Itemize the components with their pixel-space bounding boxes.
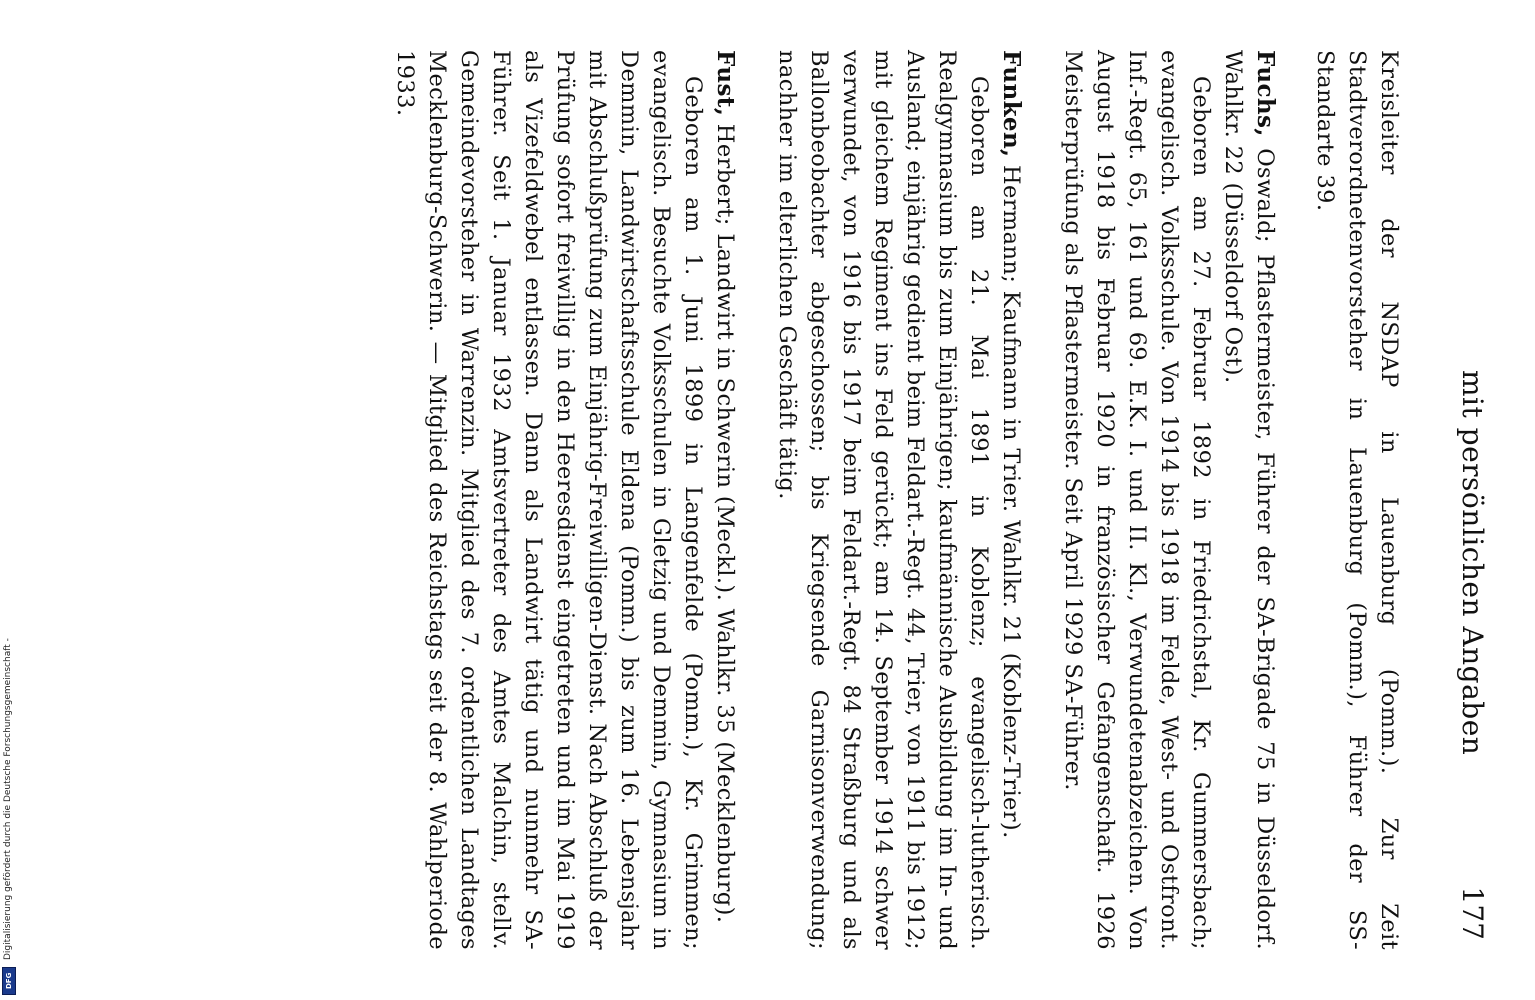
page-number: 177 — [1456, 886, 1489, 940]
entry-heading — [995, 50, 1027, 950]
dfg-logo-icon — [2, 967, 16, 995]
entry-name: Fust, — [712, 50, 739, 117]
entry-body: Geboren am 1. Juni 1899 in Langenfelde (Pomm.), Kr. Grimmen; evangelisch. Besuchte Volksschulen in Gletzig und Demmin, Gymnasium in Demmin, Landwirtschaftsschule Eldena (Pomm.) bis zum 16. Lebensjahr mit Abschlußprüfung zum Einjährig-Freiwilligen-Dienst. Nach Abschluß der Prüfung sofort freiwillig in den Heeresdienst eingetreten und im Mai 1919 als Vizefeldwebel entlassen. Dann als Landwirt tätig und nunmehr SA-Führer. Seit 1. Januar 1932 Amtsvertreter des Amtes Malchin, stellv. Gemeindevorsteher in Warrenzin. Mitglied des 7. ordentlichen Landtages Mecklenburg-Schwerin. — Mitglied des Reichstags seit der 8. Wahlperiode 1933. — [392, 50, 706, 950]
biography-entry — [389, 50, 741, 950]
biography-entry — [1057, 50, 1281, 950]
entry-body: Geboren am 27. Februar 1892 in Friedrichstal, Kr. Gummersbach; evangelisch. Volksschule. Von 1914 bis 1918 im Felde, West- und Ostfront. Inf.-Regt. 65, 161 und 69. E.K. I. und II. Kl., Verwundetenabzeichen. Von August 1918 bis Februar 1920 in französischer Gefangenschaft. 1926 Meisterprüfung als Pflastermeister. Seit April 1929 SA-Führer. — [1060, 50, 1214, 950]
biography-entry — [771, 50, 1027, 950]
entry-heading-text: Herbert; Landwirt in Schwerin (Meckl.). Wahlkr. 35 (Mecklenburg). — [712, 123, 738, 924]
entry-name: Funken, — [998, 50, 1025, 158]
entry-heading-text: Oswald; Pflastermeister, Führer der SA-Brigade 75 in Düsseldorf. Wahlkr. 22 (Düsseldorf Ost). — [1220, 50, 1278, 950]
entries-column — [359, 50, 1405, 950]
funding-credit: Digitalisierung gefördert durch die Deutsche Forschungsgemeinschaft - — [3, 638, 13, 960]
entry-name: Fuchs, — [1252, 50, 1279, 137]
continued-entry-text: Kreisleiter der NSDAP in Lauenburg (Pomm.). Zur Zeit Stadtverordnetenvorsteher in Lauenburg (Pomm.), Führer der SS-Standarte 39. — [1312, 50, 1402, 950]
entry-heading — [1217, 50, 1281, 950]
page-header — [1439, 40, 1499, 970]
entry-heading — [709, 50, 741, 950]
dfg-logo-text: DFG — [5, 972, 13, 990]
running-title: mit persönlichen Angaben — [1456, 370, 1489, 756]
entry-body: Geboren am 21. Mai 1891 in Koblenz; evangelisch-lutherisch. Realgymnasium bis zum Einjährigen; kaufmännische Ausbildung im In- und Ausland; einjährig gedient beim Feldart.-Regt. 44, Trier, von 1911 bis 1912; mit gleichem Regiment ins Feld gerückt; am 14. September 1914 schwer verwundet, von 1916 bis 1917 beim Feldart.-Regt. 84 Straßburg und als Ballonbeobachter abgeschossen; bis Kriegsende Garnisonverwendung; nachher im elterlichen Geschäft tätig. — [774, 50, 992, 950]
entry-heading-text: Hermann; Kaufmann in Trier. Wahlkr. 21 (Koblenz-Trier). — [998, 165, 1024, 839]
